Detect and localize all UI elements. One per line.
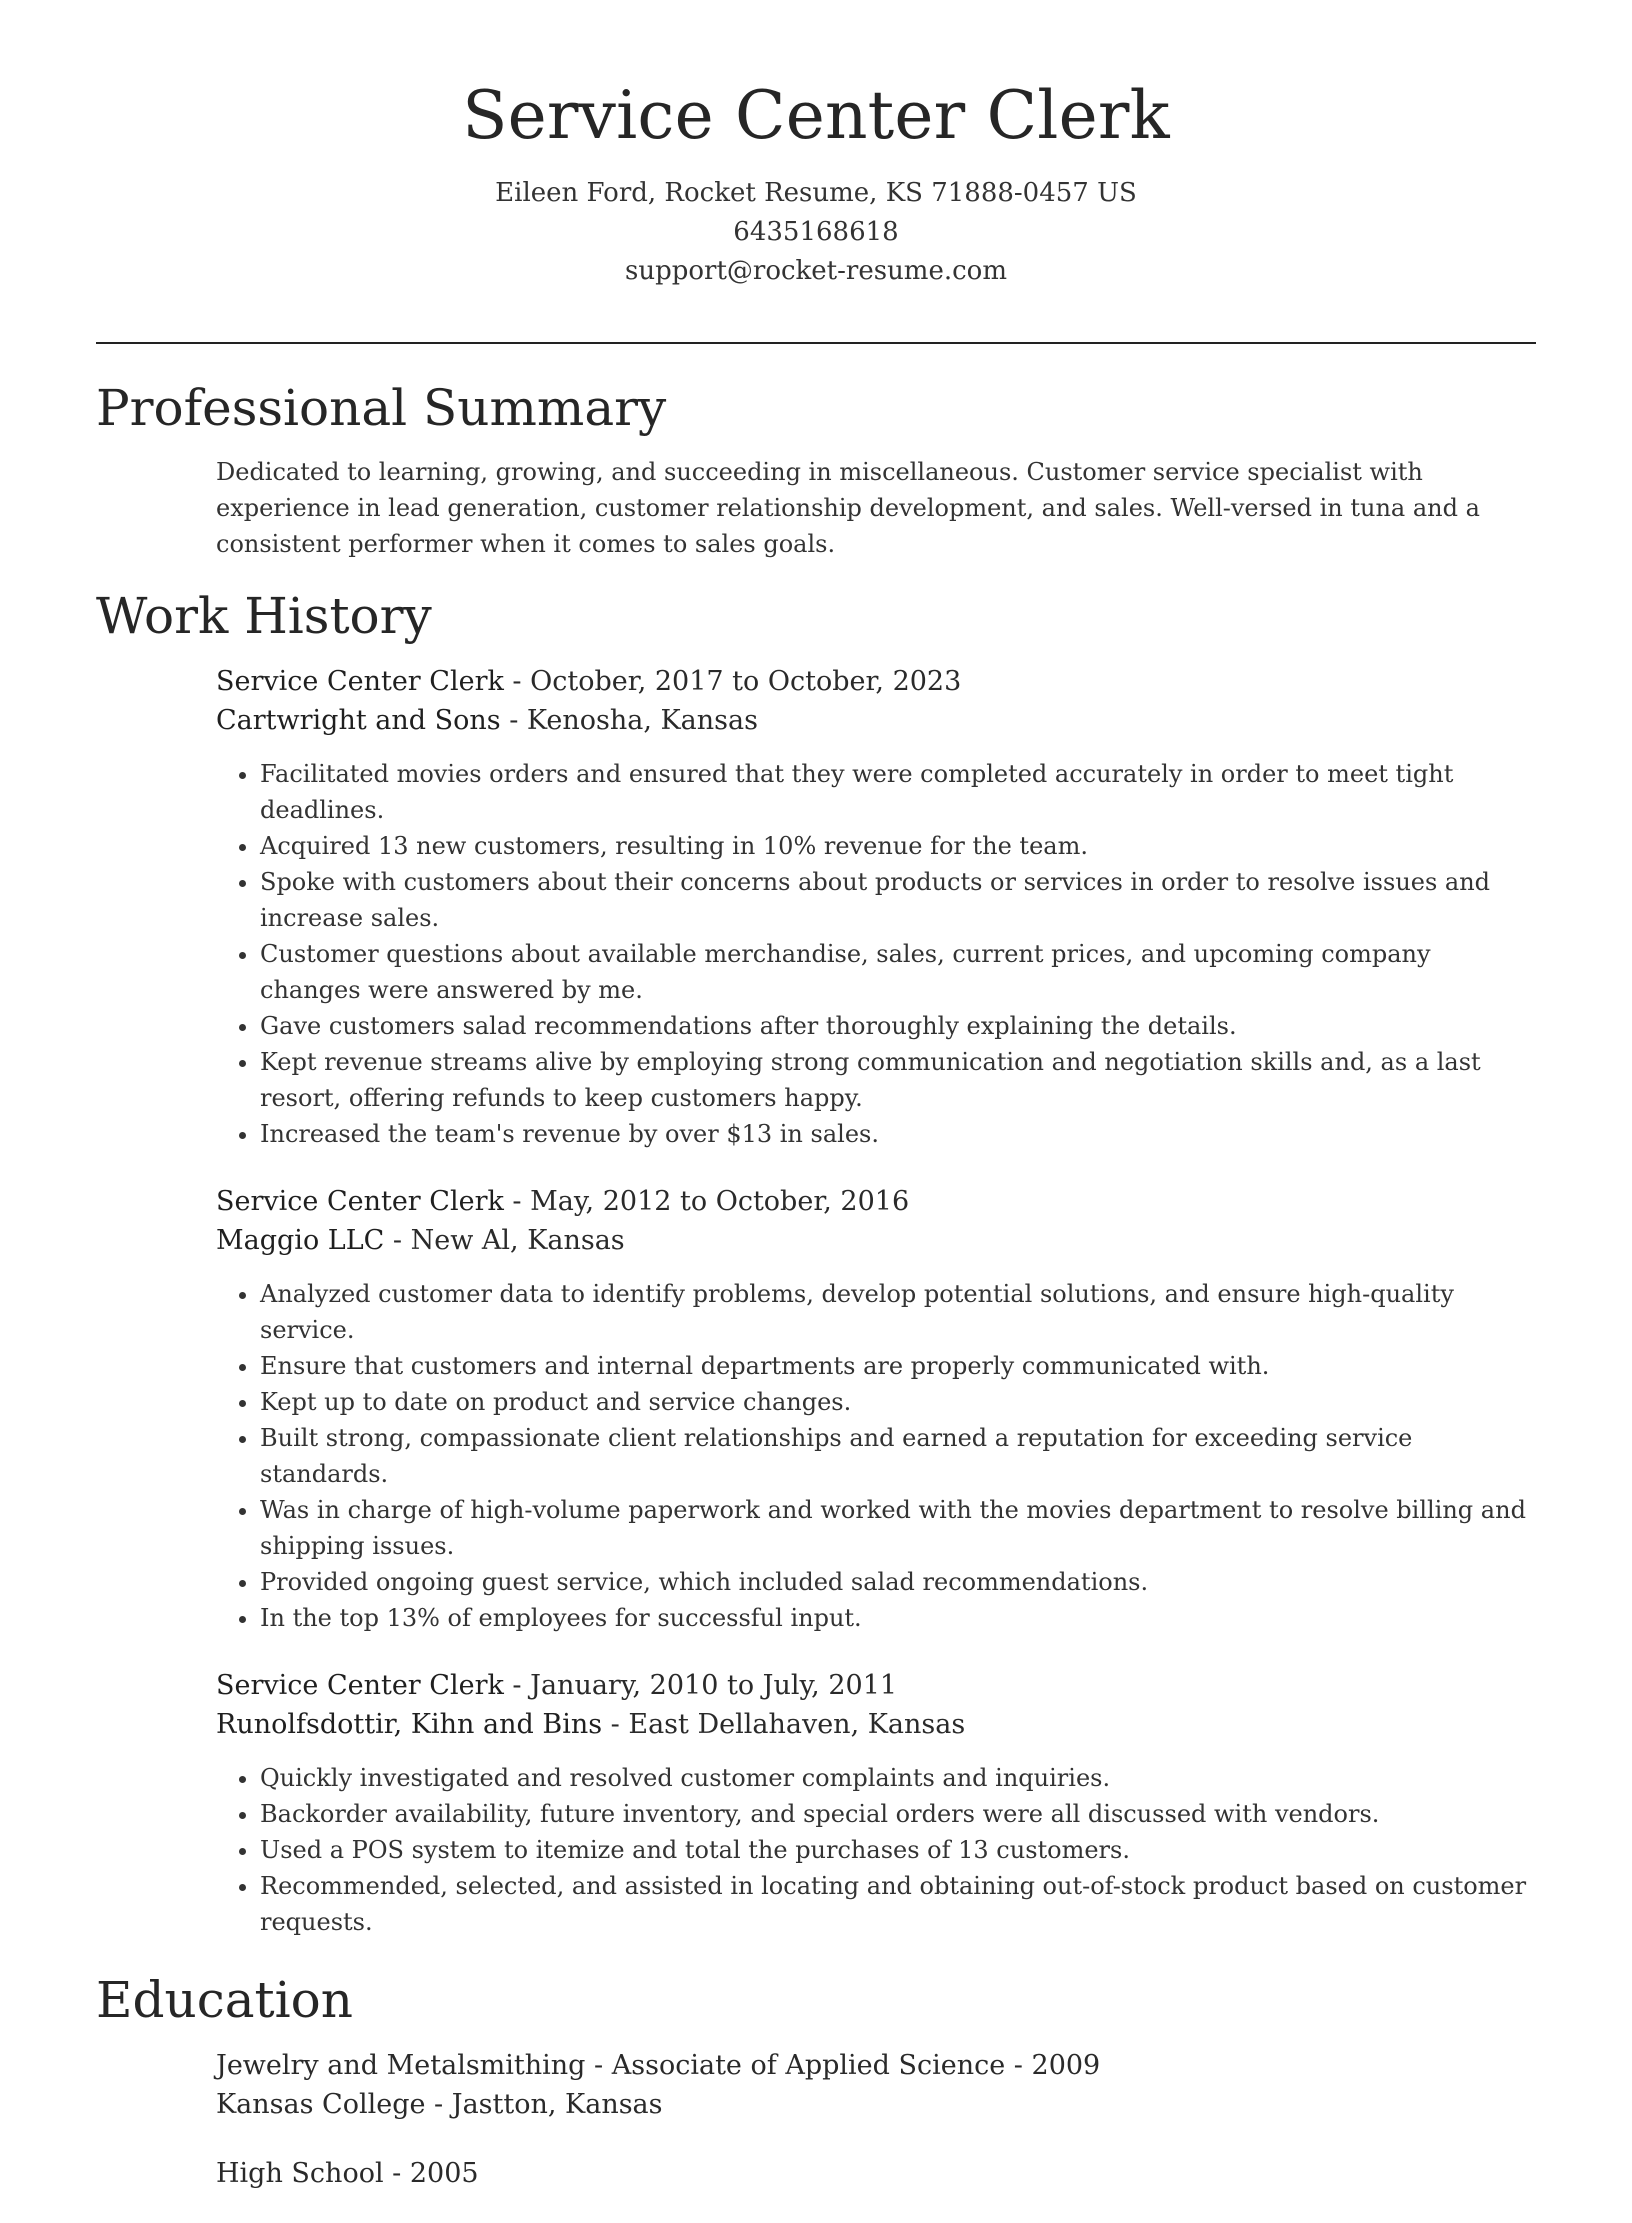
resume-title: Service Center Clerk xyxy=(462,77,1170,154)
job-location: - Kenosha, Kansas xyxy=(500,705,758,736)
job-dates: - May, 2012 to October, 2016 xyxy=(503,1186,910,1217)
job-entry xyxy=(216,662,1536,1152)
job-title-line xyxy=(216,1182,1536,1221)
job-bullets xyxy=(216,756,1536,1152)
summary-text: Dedicated to learning, growing, and succeeding in miscellaneous. Customer service specialist with experience in lead generation, customer relationship development, and sales. Well-versed in tuna and a consistent performer when it comes to sales goals. xyxy=(216,458,1480,558)
education-school: Kansas College - Jastton, Kansas xyxy=(216,2089,663,2120)
job-title: Service Center Clerk xyxy=(216,1670,504,1701)
job-bullet: • In the top 13% of employees for successful input. xyxy=(260,1600,1536,1636)
summary-body xyxy=(216,454,1536,562)
job-title: Service Center Clerk xyxy=(216,666,504,697)
job-bullet: • Gave customers salad recommendations after thoroughly explaining the details. xyxy=(260,1008,1536,1044)
job-location: - New Al, Kansas xyxy=(384,1225,625,1256)
job-bullet: • Kept up to date on product and service changes. xyxy=(260,1384,1536,1420)
job-bullets xyxy=(216,1760,1536,1940)
summary-section xyxy=(96,378,1536,562)
job-bullet: • Spoke with customers about their concerns about products or services in order to resolve issues and increase sales. xyxy=(260,864,1536,936)
job-bullet: • Facilitated movies orders and ensured that they were completed accurately in order to meet tight deadlines. xyxy=(260,756,1536,828)
job-bullet: • Customer questions about available merchandise, sales, current prices, and upcoming company changes were answered by me. xyxy=(260,936,1536,1008)
resume-content xyxy=(96,378,1536,2223)
job-bullet: • Backorder availability, future inventory, and special orders were all discussed with vendors. xyxy=(260,1796,1536,1832)
contact-email: support@rocket-resume.com xyxy=(624,255,1007,286)
job-bullet: • Built strong, compassionate client relationships and earned a reputation for exceeding service standards. xyxy=(260,1420,1536,1492)
job-bullets xyxy=(216,1276,1536,1636)
job-title-line xyxy=(216,1666,1536,1705)
summary-heading: Professional Summary xyxy=(96,379,667,437)
header-divider xyxy=(96,342,1536,344)
job-dates: - January, 2010 to July, 2011 xyxy=(503,1670,898,1701)
education-entry xyxy=(216,2154,1536,2193)
job-title-line xyxy=(216,662,1536,701)
job-company-line xyxy=(216,1221,1536,1260)
job-bullet: • Provided ongoing guest service, which included salad recommendations. xyxy=(260,1564,1536,1600)
job-company: Cartwright and Sons xyxy=(216,705,501,736)
education-body xyxy=(216,2046,1536,2193)
job-company-line xyxy=(216,1705,1536,1744)
work-history-heading: Work History xyxy=(96,587,432,645)
contact-address: Eileen Ford, Rocket Resume, KS 71888-0457 US xyxy=(495,177,1137,208)
job-company: Runolfsdottir, Kihn and Bins xyxy=(216,1709,603,1740)
job-entry xyxy=(216,1666,1536,1940)
work-history-section xyxy=(96,586,1536,1940)
resume-header xyxy=(0,78,1632,291)
job-bullet: • Used a POS system to itemize and total the purchases of 13 customers. xyxy=(260,1832,1536,1868)
job-dates: - October, 2017 to October, 2023 xyxy=(503,666,962,697)
job-bullet: • Kept revenue streams alive by employing strong communication and negotiation skills and, as a last resort, offering refunds to keep customers happy. xyxy=(260,1044,1536,1116)
job-bullet: • Analyzed customer data to identify problems, develop potential solutions, and ensure high-quality service. xyxy=(260,1276,1536,1348)
job-location: - East Dellahaven, Kansas xyxy=(602,1709,966,1740)
education-degree: High School - 2005 xyxy=(216,2158,479,2189)
job-company: Maggio LLC xyxy=(216,1225,385,1256)
job-company-line xyxy=(216,701,1536,740)
education-entry xyxy=(216,2046,1536,2124)
job-title: Service Center Clerk xyxy=(216,1186,504,1217)
job-entry xyxy=(216,1182,1536,1636)
job-bullet: • Quickly investigated and resolved customer complaints and inquiries. xyxy=(260,1760,1536,1796)
job-bullet: • Increased the team's revenue by over $13 in sales. xyxy=(260,1116,1536,1152)
job-bullet: • Acquired 13 new customers, resulting in 10% revenue for the team. xyxy=(260,828,1536,864)
job-bullet: • Ensure that customers and internal departments are properly communicated with. xyxy=(260,1348,1536,1384)
education-heading: Education xyxy=(96,1971,353,2029)
job-bullet: • Recommended, selected, and assisted in locating and obtaining out-of-stock product based on customer requests. xyxy=(260,1868,1536,1940)
education-section xyxy=(96,1970,1536,2193)
work-history-body xyxy=(216,662,1536,1940)
education-degree: Jewelry and Metalsmithing - Associate of Applied Science - 2009 xyxy=(216,2050,1101,2081)
job-bullet: • Was in charge of high-volume paperwork and worked with the movies department to resolve billing and shipping issues. xyxy=(260,1492,1536,1564)
contact-phone: 6435168618 xyxy=(733,216,899,247)
